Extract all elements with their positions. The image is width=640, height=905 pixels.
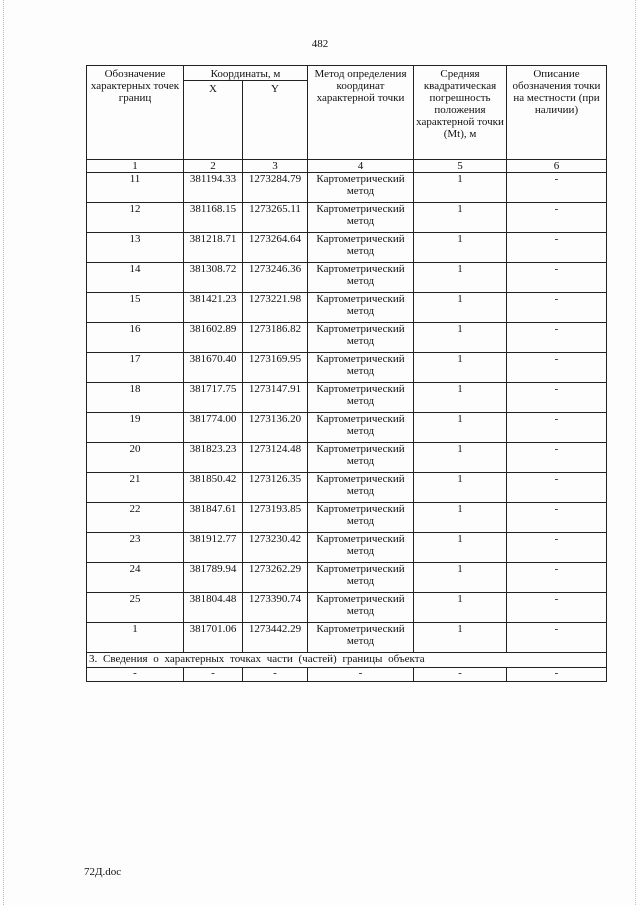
accuracy-mt: 1 — [414, 473, 507, 503]
method: Картометрический метод — [308, 443, 414, 473]
table-row — [87, 173, 607, 203]
table-row — [87, 503, 607, 533]
method: Картометрический метод — [308, 323, 414, 353]
description: - — [507, 233, 607, 263]
point-id: 1 — [87, 623, 184, 653]
point-id: 13 — [87, 233, 184, 263]
accuracy-mt: 1 — [414, 323, 507, 353]
method: Картометрический метод — [308, 623, 414, 653]
section3-title: 3. Сведения о характерных точках части (частей) границы объекта — [87, 653, 607, 668]
point-id: 24 — [87, 563, 184, 593]
empty-cell: - — [184, 668, 243, 682]
coord-y: 1273124.48 — [243, 443, 308, 473]
method: Картометрический метод — [308, 413, 414, 443]
accuracy-mt: 1 — [414, 383, 507, 413]
method: Картометрический метод — [308, 353, 414, 383]
coord-x: 381912.77 — [184, 533, 243, 563]
point-id: 21 — [87, 473, 184, 503]
point-id: 15 — [87, 293, 184, 323]
header-coordinates: Координаты, м — [184, 66, 308, 81]
description: - — [507, 443, 607, 473]
column-number: 5 — [414, 160, 507, 173]
coord-y: 1273221.98 — [243, 293, 308, 323]
section3-row — [87, 653, 607, 668]
point-id: 22 — [87, 503, 184, 533]
method: Картометрический метод — [308, 293, 414, 323]
accuracy-mt: 1 — [414, 533, 507, 563]
empty-cell: - — [414, 668, 507, 682]
accuracy-mt: 1 — [414, 563, 507, 593]
point-id: 19 — [87, 413, 184, 443]
scan-edge-right — [635, 0, 637, 905]
coord-x: 381717.75 — [184, 383, 243, 413]
point-id: 11 — [87, 173, 184, 203]
method: Картометрический метод — [308, 233, 414, 263]
description: - — [507, 353, 607, 383]
table-row — [87, 323, 607, 353]
description: - — [507, 203, 607, 233]
coord-x: 381670.40 — [184, 353, 243, 383]
column-number: 4 — [308, 160, 414, 173]
point-id: 14 — [87, 263, 184, 293]
coord-x: 381823.23 — [184, 443, 243, 473]
accuracy-mt: 1 — [414, 623, 507, 653]
table-row — [87, 533, 607, 563]
empty-cell: - — [87, 668, 184, 682]
method: Картометрический метод — [308, 263, 414, 293]
accuracy-mt: 1 — [414, 203, 507, 233]
header-y: Y — [243, 81, 308, 160]
description: - — [507, 503, 607, 533]
coord-y: 1273265.11 — [243, 203, 308, 233]
header-description: Описание обозначения точки на местности (при наличии) — [507, 66, 607, 160]
header-point: Обозначение характерных точек границ — [87, 66, 184, 160]
table-row — [87, 623, 607, 653]
coord-x: 381308.72 — [184, 263, 243, 293]
description: - — [507, 593, 607, 623]
table-row — [87, 263, 607, 293]
description: - — [507, 383, 607, 413]
coord-y: 1273186.82 — [243, 323, 308, 353]
coord-x: 381168.15 — [184, 203, 243, 233]
coord-x: 381847.61 — [184, 503, 243, 533]
point-id: 20 — [87, 443, 184, 473]
description: - — [507, 323, 607, 353]
point-id: 25 — [87, 593, 184, 623]
coord-y: 1273246.36 — [243, 263, 308, 293]
accuracy-mt: 1 — [414, 413, 507, 443]
coord-y: 1273230.42 — [243, 533, 308, 563]
table-row — [87, 293, 607, 323]
table-row — [87, 563, 607, 593]
header-x: X — [184, 81, 243, 160]
table-row — [87, 473, 607, 503]
accuracy-mt: 1 — [414, 263, 507, 293]
coord-y: 1273264.64 — [243, 233, 308, 263]
accuracy-mt: 1 — [414, 593, 507, 623]
description: - — [507, 623, 607, 653]
empty-cell: - — [507, 668, 607, 682]
scan-edge-left — [3, 0, 5, 905]
column-numbers-row — [87, 160, 607, 173]
description: - — [507, 473, 607, 503]
coord-x: 381421.23 — [184, 293, 243, 323]
empty-cell: - — [308, 668, 414, 682]
description: - — [507, 563, 607, 593]
coord-y: 1273136.20 — [243, 413, 308, 443]
description: - — [507, 173, 607, 203]
table-row — [87, 233, 607, 263]
point-id: 18 — [87, 383, 184, 413]
description: - — [507, 413, 607, 443]
coord-y: 1273193.85 — [243, 503, 308, 533]
method: Картометрический метод — [308, 533, 414, 563]
method: Картометрический метод — [308, 383, 414, 413]
coord-y: 1273126.35 — [243, 473, 308, 503]
coord-y: 1273169.95 — [243, 353, 308, 383]
header-row-top — [87, 66, 607, 81]
coord-y: 1273442.29 — [243, 623, 308, 653]
accuracy-mt: 1 — [414, 293, 507, 323]
coord-x: 381789.94 — [184, 563, 243, 593]
table-row — [87, 413, 607, 443]
empty-cell: - — [243, 668, 308, 682]
coord-y: 1273147.91 — [243, 383, 308, 413]
coord-y: 1273262.29 — [243, 563, 308, 593]
coord-y: 1273284.79 — [243, 173, 308, 203]
method: Картометрический метод — [308, 563, 414, 593]
coord-y: 1273390.74 — [243, 593, 308, 623]
coord-x: 381218.71 — [184, 233, 243, 263]
method: Картометрический метод — [308, 203, 414, 233]
coord-x: 381774.00 — [184, 413, 243, 443]
point-id: 16 — [87, 323, 184, 353]
coord-x: 381194.33 — [184, 173, 243, 203]
accuracy-mt: 1 — [414, 173, 507, 203]
point-id: 12 — [87, 203, 184, 233]
table-row — [87, 353, 607, 383]
table-row — [87, 203, 607, 233]
accuracy-mt: 1 — [414, 503, 507, 533]
coord-x: 381850.42 — [184, 473, 243, 503]
column-number: 6 — [507, 160, 607, 173]
boundary-points-table — [86, 65, 607, 682]
table-row — [87, 593, 607, 623]
accuracy-mt: 1 — [414, 353, 507, 383]
table-row — [87, 383, 607, 413]
page-number: 482 — [311, 38, 329, 50]
document-filename: 72Д.doc — [84, 866, 122, 878]
accuracy-mt: 1 — [414, 443, 507, 473]
method: Картометрический метод — [308, 593, 414, 623]
description: - — [507, 263, 607, 293]
column-number: 3 — [243, 160, 308, 173]
method: Картометрический метод — [308, 473, 414, 503]
point-id: 23 — [87, 533, 184, 563]
section3-empty-row — [87, 668, 607, 682]
coord-x: 381602.89 — [184, 323, 243, 353]
method: Картометрический метод — [308, 173, 414, 203]
description: - — [507, 293, 607, 323]
coord-x: 381701.06 — [184, 623, 243, 653]
header-accuracy: Средняя квадратическая погрешность положения характерной точки (Mt), м — [414, 66, 507, 160]
point-id: 17 — [87, 353, 184, 383]
table-row — [87, 443, 607, 473]
accuracy-mt: 1 — [414, 233, 507, 263]
column-number: 2 — [184, 160, 243, 173]
method: Картометрический метод — [308, 503, 414, 533]
description: - — [507, 533, 607, 563]
header-method: Метод определения координат характерной точки — [308, 66, 414, 160]
column-number: 1 — [87, 160, 184, 173]
coord-x: 381804.48 — [184, 593, 243, 623]
